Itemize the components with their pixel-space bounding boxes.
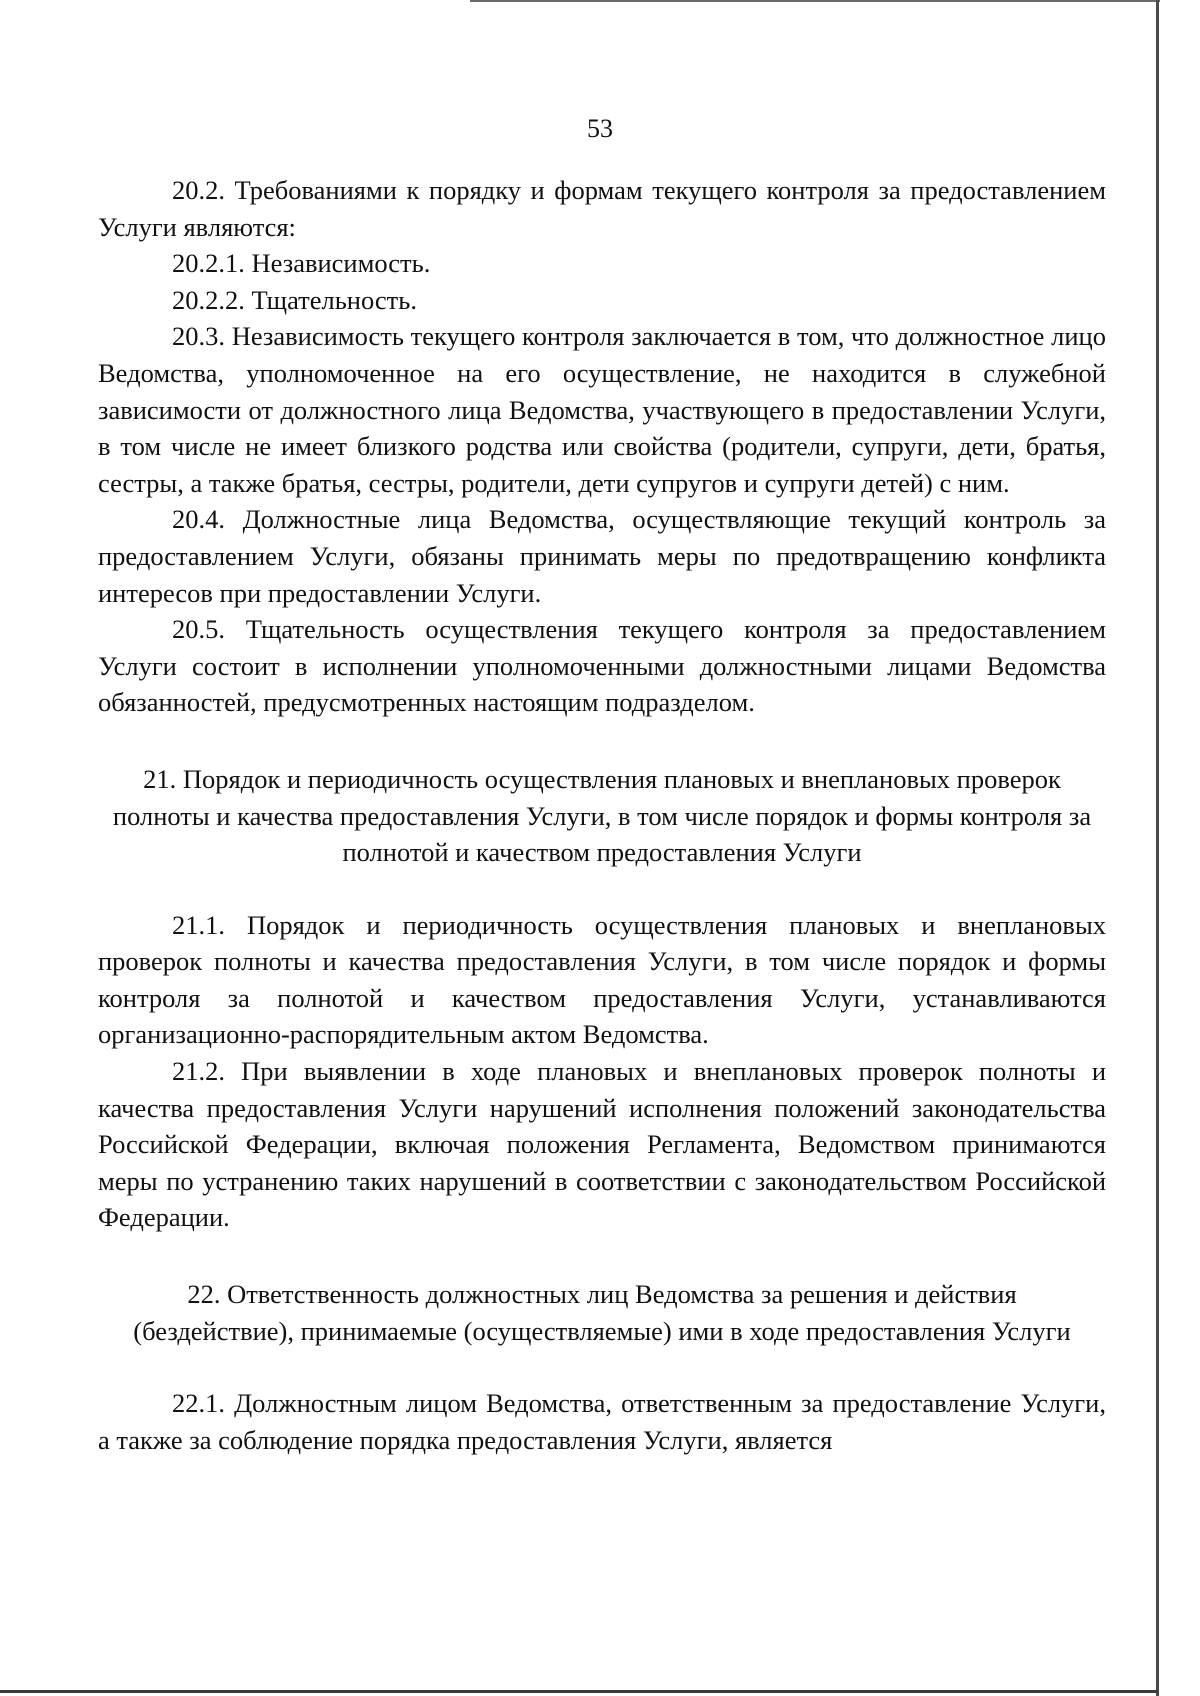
section-heading-21: 21. Порядок и периодичность осуществления плановых и внеплановых проверок полноты и качества предоставления Услуги, в том числе порядок и формы контроля за полнотой и качеством предоставления Услуги — [112, 763, 1092, 868]
paragraph-21-1: 21.1. Порядок и периодичность осуществления плановых и внеплановых проверок полноты и качества предоставления Услуги, в том числе порядок и формы контроля за полнотой и качеством предоставления Услуги, устанавливаются организационно-распорядительным актом Ведомства. — [98, 909, 1106, 1050]
document-body — [98, 172, 1106, 1458]
section-heading-22: 22. Ответственность должностных лиц Ведомства за решения и действия (бездействие), принимаемые (осуществляемые) ими в ходе предоставления Услуги — [133, 1279, 1071, 1346]
scan-edge-right — [1156, 0, 1159, 1696]
paragraph-20-2-2: 20.2.2. Тщательность. — [172, 284, 417, 315]
section-gap — [98, 721, 1106, 761]
paragraph-20-5: 20.5. Тщательность осуществления текущего контроля за предоставлением Услуги состоит в исполнении уполномоченными должностными лицами Ведомства обязанностей, предусмотренных настоящим подразделом. — [98, 614, 1106, 718]
section-gap — [98, 871, 1106, 907]
section-gap — [98, 1236, 1106, 1276]
section-gap — [98, 1349, 1106, 1385]
paragraph-20-2-1: 20.2.1. Независимость. — [172, 248, 431, 279]
paragraph-22-1: 22.1. Должностным лицом Ведомства, ответственным за предоставление Услуги, а также за соблюдение порядка предоставления Услуги, является — [98, 1388, 1106, 1455]
paragraph-20-4: 20.4. Должностные лица Ведомства, осуществляющие текущий контроль за предоставлением Услуги, обязаны принимать меры по предотвращению конфликта интересов при предоставлении Услуги. — [98, 504, 1106, 608]
paragraph-21-2: 21.2. При выявлении в ходе плановых и внеплановых проверок полноты и качества предоставления Услуги нарушений исполнения положений законодательства Российской Федерации, включая положения Регламента, Ведомством принимаются меры по устранению таких нарушений в соответствии с законодательством Российской Федерации. — [98, 1056, 1106, 1233]
paragraph-20-3: 20.3. Независимость текущего контроля заключается в том, что должностное лицо Ведомства, уполномоченное на его осуществление, не находится в служебной зависимости от должностного лица Ведомства, участвующего в предоставлении Услуги, в том числе не имеет близкого родства или свойства (родители, супруги, дети, братья, сестры, а также братья, сестры, родители, дети супругов и супруги детей) с ним. — [98, 321, 1106, 498]
paragraph-20-2: 20.2. Требованиями к порядку и формам текущего контроля за предоставлением Услуги являются: — [98, 175, 1106, 242]
page-number: 53 — [587, 114, 613, 143]
scan-edge-top — [470, 0, 1160, 2]
scan-edge-bottom — [0, 1690, 1158, 1693]
